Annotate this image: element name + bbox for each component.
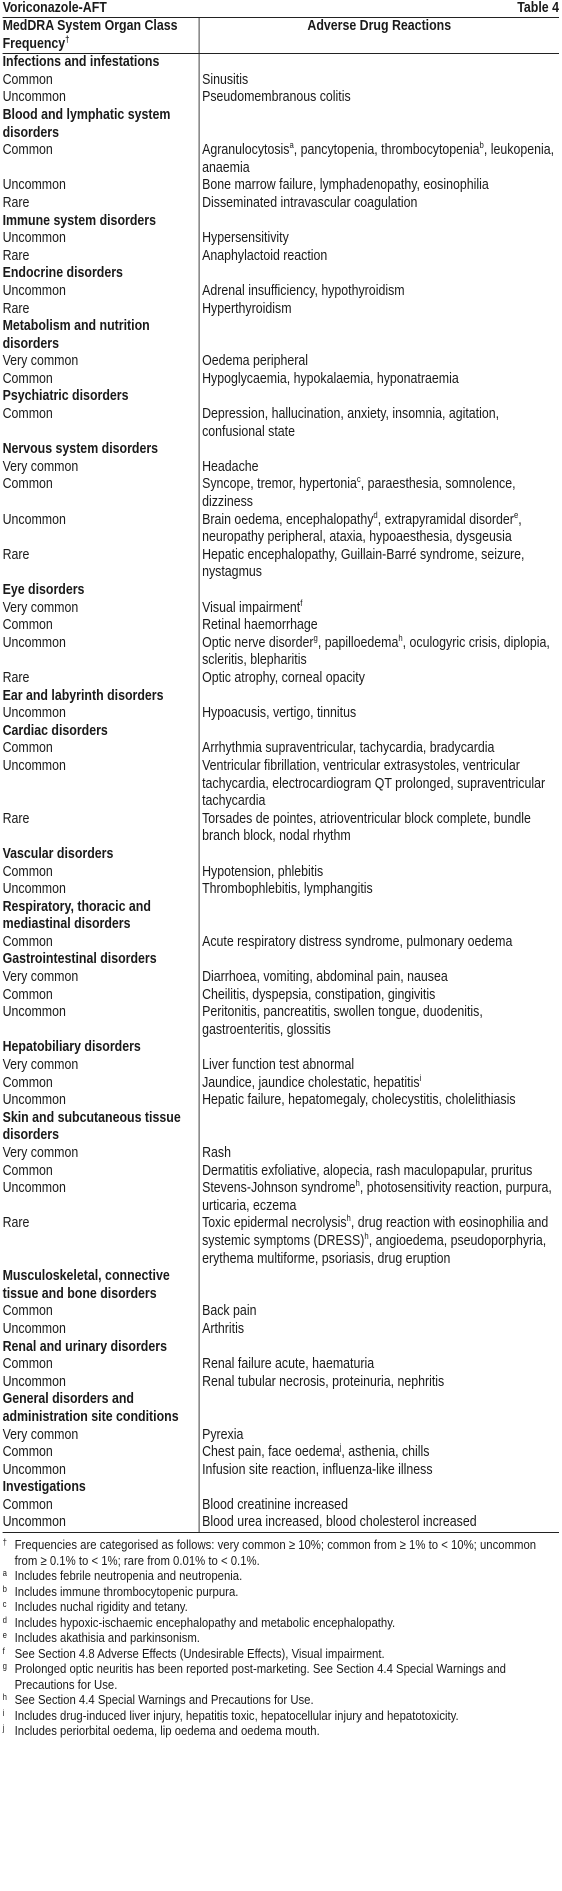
- soc-row: [3, 1039, 559, 1057]
- reactions-cell: Agranulocytosis$^a$, pancytopenia, thrombocytopenia$^b$, leukopenia, anaemia: [202, 140, 555, 176]
- footnote-mark: d: [2, 1614, 7, 1625]
- frequency-cell: Common: [3, 1356, 200, 1374]
- soc-name: Skin and subcutaneous tissue disorders: [3, 1110, 200, 1145]
- soc-name: Psychiatric disorders: [3, 388, 200, 406]
- reactions-cell: Disseminated intravascular coagulation: [202, 194, 418, 211]
- soc-name: Respiratory, thoracic and mediastinal disorders: [3, 899, 200, 934]
- frequency-cell: Very common: [3, 1427, 200, 1445]
- reactions-cell: Stevens-Johnson syndrome$^h$, photosensitivity reaction, purpura, urticaria, eczema: [202, 1178, 552, 1214]
- footnote: [3, 1584, 559, 1600]
- soc-row: [3, 318, 559, 353]
- footnote-text: See Section 4.4 Special Warnings and Precautions for Use.: [14, 1692, 314, 1708]
- reactions-cell: Optic nerve disorder$^g$, papilloedema$^h$, oculogyric crisis, diplopia, scleritis, blepharitis: [202, 632, 550, 669]
- footnote: [3, 1537, 559, 1568]
- frequency-cell: Common: [3, 1303, 200, 1321]
- reactions-cell: Cheilitis, dyspepsia, constipation, gingivitis: [202, 986, 436, 1003]
- footnote: [3, 1630, 559, 1646]
- reactions-cell: Peritonitis, pancreatitis, swollen tongue, duodenitis, gastroenteritis, glossitis: [202, 1004, 483, 1038]
- frequency-cell: Uncommon: [3, 1180, 200, 1215]
- soc-row: [3, 1339, 559, 1357]
- frequency-cell: Uncommon: [3, 1004, 200, 1039]
- soc-empty-cell: [199, 265, 559, 283]
- reactions-cell: Depression, hallucination, anxiety, insomnia, agitation, confusional state: [202, 406, 500, 440]
- reactions-cell: Hypoacusis, vertigo, tinnitus: [202, 705, 357, 722]
- table-row: [3, 283, 559, 301]
- reactions-cell: Acute respiratory distress syndrome, pulmonary oedema: [202, 933, 513, 950]
- footnote-mark: e: [2, 1630, 7, 1641]
- reactions-cell: Oedema peripheral: [202, 353, 309, 370]
- frequency-cell: Rare: [3, 547, 200, 582]
- footnote-text: Includes periorbital oedema, lip oedema and oedema mouth.: [14, 1723, 320, 1739]
- frequency-cell: Uncommon: [3, 758, 200, 811]
- reactions-cell: Diarrhoea, vomiting, abdominal pain, nausea: [202, 969, 448, 986]
- reactions-cell: Optic atrophy, corneal opacity: [202, 669, 365, 686]
- reactions-cell: Thrombophlebitis, lymphangitis: [202, 881, 373, 898]
- frequency-cell: Uncommon: [3, 1462, 200, 1480]
- footnote: [3, 1692, 559, 1708]
- soc-empty-cell: [199, 1110, 559, 1145]
- frequency-cell: Common: [3, 1497, 200, 1515]
- footnote-text: Includes immune thrombocytopenic purpura.: [14, 1583, 239, 1599]
- footnote-text: Includes febrile neutropenia and neutropenia.: [14, 1568, 243, 1584]
- reactions-cell: Pyrexia: [202, 1426, 244, 1443]
- table-row: [3, 617, 559, 635]
- footnote: [3, 1599, 559, 1615]
- footnote-mark: h: [2, 1692, 7, 1703]
- reactions-cell: Chest pain, face oedema$^j$, asthenia, chills: [202, 1442, 430, 1461]
- soc-empty-cell: [199, 1039, 559, 1057]
- footnote-mark: j: [2, 1723, 5, 1734]
- footnote-text: Frequencies are categorised as follows: very common ≥ 10%; common from ≥ 1% to < 10%; uncommon from ≥ 0.1% to < 1%; rare from 0.01% to < 0.1%.: [14, 1537, 537, 1568]
- frequency-cell: Uncommon: [3, 1514, 200, 1532]
- soc-empty-cell: [199, 1339, 559, 1357]
- reactions-cell: Rash: [202, 1145, 232, 1161]
- reactions-cell: Headache: [202, 458, 259, 475]
- soc-row: [3, 846, 559, 864]
- soc-name: Ear and labyrinth disorders: [3, 688, 200, 706]
- table-label: Table 4: [517, 0, 559, 16]
- frequency-cell: Very common: [3, 1145, 200, 1163]
- frequency-cell: Uncommon: [3, 705, 200, 723]
- reactions-cell: Arrhythmia supraventricular, tachycardia, bradycardia: [202, 740, 495, 757]
- table-row: [3, 1374, 559, 1392]
- table-row: [3, 353, 559, 371]
- table-row: [3, 864, 559, 882]
- table-row: [3, 1075, 559, 1093]
- footnote-text: Includes drug-induced liver injury, hepatitis toxic, hepatocellular injury and hepatotoxicity.: [14, 1707, 459, 1723]
- footnote-text: Includes akathisia and parkinsonism.: [14, 1630, 200, 1646]
- frequency-cell: Uncommon: [3, 881, 200, 899]
- reactions-cell: Renal tubular necrosis, proteinuria, nephritis: [202, 1373, 445, 1390]
- reactions-cell: Bone marrow failure, lymphadenopathy, eosinophilia: [202, 177, 489, 194]
- frequency-cell: Very common: [3, 969, 200, 987]
- frequency-cell: Common: [3, 1444, 200, 1462]
- table-row: [3, 512, 559, 547]
- soc-empty-cell: [199, 688, 559, 706]
- table-row: [3, 1145, 559, 1163]
- footnote-mark: a: [2, 1568, 7, 1579]
- soc-name: General disorders and administration site conditions: [3, 1391, 200, 1426]
- column-header-soc-text: MedDRA System Organ Class Frequency: [2, 18, 178, 52]
- soc-empty-cell: [199, 1268, 559, 1303]
- soc-empty-cell: [199, 213, 559, 231]
- soc-name: Renal and urinary disorders: [3, 1339, 200, 1357]
- reactions-cell: Hypoglycaemia, hypokalaemia, hyponatraemia: [202, 370, 459, 387]
- table-row: [3, 301, 559, 319]
- table-row: [3, 1092, 559, 1110]
- soc-row: [3, 388, 559, 406]
- frequency-cell: Common: [3, 740, 200, 758]
- table-header: [3, 18, 559, 54]
- reactions-cell: Blood urea increased, blood cholesterol increased: [202, 1514, 477, 1531]
- table-row: [3, 881, 559, 899]
- reactions-cell: Renal failure acute, haematuria: [202, 1356, 375, 1373]
- reactions-cell: Adrenal insufficiency, hypothyroidism: [202, 282, 405, 299]
- frequency-cell: Uncommon: [3, 283, 200, 301]
- soc-row: [3, 1110, 559, 1145]
- reactions-cell: Toxic epidermal necrolysis$^h$, drug reaction with eosinophilia and systemic symptoms (DRESS)$^h$, angioedema, pseudoporphyria, erythema multiforme, psoriasis, drug eruption: [202, 1213, 549, 1267]
- footnote-mark: i: [2, 1707, 5, 1718]
- column-header-reactions: Adverse Drug Reactions: [307, 18, 452, 34]
- table-row: [3, 1444, 559, 1462]
- table-row: [3, 72, 559, 90]
- frequency-cell: Rare: [3, 811, 200, 846]
- soc-row: [3, 723, 559, 741]
- footnote-mark: g: [2, 1661, 7, 1672]
- table-row: [3, 969, 559, 987]
- table-row: [3, 1057, 559, 1075]
- reactions-cell: Hypotension, phlebitis: [202, 863, 324, 880]
- table-row: [3, 670, 559, 688]
- frequency-cell: Very common: [3, 459, 200, 477]
- reactions-cell: Brain oedema, encephalopathy$^d$, extrapyramidal disorder$^e$, neuropathy peripheral, ataxia, hypoaesthesia, dysgeusia: [202, 509, 522, 546]
- soc-empty-cell: [199, 899, 559, 934]
- reactions-cell: Arthritis: [202, 1320, 245, 1337]
- table-row: [3, 248, 559, 266]
- document-title: Voriconazole-AFT: [2, 0, 107, 16]
- table-row: [3, 987, 559, 1005]
- frequency-cell: Uncommon: [3, 177, 200, 195]
- frequency-cell: Uncommon: [3, 512, 200, 547]
- soc-name: Blood and lymphatic system disorders: [3, 107, 200, 142]
- reactions-cell: Retinal haemorrhage: [202, 617, 318, 634]
- reactions-cell: Torsades de pointes, atrioventricular block complete, bundle branch block, nodal rhythm: [202, 810, 531, 845]
- soc-name: Endocrine disorders: [3, 265, 200, 283]
- soc-name: Nervous system disorders: [3, 441, 200, 459]
- reactions-cell: Syncope, tremor, hypertonia$^c$, paraesthesia, somnolence, dizziness: [202, 474, 516, 511]
- reactions-cell: Liver function test abnormal: [202, 1057, 355, 1074]
- footnote-text: Includes hypoxic-ischaemic encephalopathy and metabolic encephalopathy.: [14, 1614, 396, 1630]
- frequency-cell: Very common: [3, 600, 200, 618]
- table-row: [3, 1180, 559, 1215]
- frequency-cell: Common: [3, 864, 200, 882]
- table-row: [3, 1356, 559, 1374]
- soc-empty-cell: [199, 1391, 559, 1426]
- table-row: [3, 740, 559, 758]
- soc-name: Investigations: [3, 1479, 200, 1497]
- footnote: [3, 1661, 559, 1692]
- soc-row: [3, 107, 559, 142]
- soc-empty-cell: [199, 441, 559, 459]
- footnote-mark: †: [2, 1537, 7, 1548]
- frequency-cell: Common: [3, 987, 200, 1005]
- table-row: [3, 1497, 559, 1515]
- soc-name: Infections and infestations: [3, 54, 200, 72]
- soc-name: Hepatobiliary disorders: [3, 1039, 200, 1057]
- reactions-cell: Hyperthyroidism: [202, 300, 292, 317]
- footnotes: [3, 1537, 559, 1739]
- soc-row: [3, 899, 559, 934]
- soc-empty-cell: [199, 582, 559, 600]
- table-row: [3, 177, 559, 195]
- title-bar: [3, 0, 559, 18]
- footnote-text: Includes nuchal rigidity and tetany.: [14, 1599, 188, 1615]
- soc-empty-cell: [199, 107, 559, 142]
- frequency-cell: Uncommon: [3, 230, 200, 248]
- reactions-cell: Hepatic failure, hepatomegaly, cholecystitis, cholelithiasis: [202, 1092, 516, 1109]
- frequency-cell: Uncommon: [3, 1321, 200, 1339]
- frequency-cell: Common: [3, 1163, 200, 1181]
- soc-empty-cell: [199, 1479, 559, 1497]
- reactions-cell: Visual impairment$^f$: [202, 597, 303, 616]
- footnote: [3, 1615, 559, 1631]
- table-body: [3, 54, 559, 1532]
- frequency-cell: Common: [3, 371, 200, 389]
- frequency-cell: Rare: [3, 1215, 200, 1268]
- soc-empty-cell: [199, 318, 559, 353]
- frequency-cell: Uncommon: [3, 1374, 200, 1392]
- frequency-cell: Very common: [3, 353, 200, 371]
- reactions-cell: Infusion site reaction, influenza-like illness: [202, 1461, 433, 1478]
- soc-row: [3, 688, 559, 706]
- table-row: [3, 1321, 559, 1339]
- frequency-cell: Rare: [3, 248, 200, 266]
- frequency-cell: Common: [3, 1075, 200, 1093]
- soc-name: Eye disorders: [3, 582, 200, 600]
- soc-empty-cell: [199, 54, 559, 72]
- table-row: [3, 547, 559, 582]
- table-row: [3, 811, 559, 846]
- soc-row: [3, 951, 559, 969]
- frequency-cell: Common: [3, 142, 200, 177]
- frequency-cell: Common: [3, 406, 200, 441]
- soc-empty-cell: [199, 951, 559, 969]
- frequency-cell: Uncommon: [3, 635, 200, 670]
- soc-row: [3, 582, 559, 600]
- footnote: [3, 1568, 559, 1584]
- reactions-cell: Back pain: [202, 1303, 257, 1320]
- footnote: [3, 1708, 559, 1724]
- footnote: [3, 1723, 559, 1739]
- table-row: [3, 934, 559, 952]
- soc-row: [3, 1391, 559, 1426]
- reactions-cell: Blood creatinine increased: [202, 1496, 348, 1513]
- footnote-mark: c: [2, 1599, 7, 1610]
- reactions-cell: Anaphylactoid reaction: [202, 247, 328, 264]
- soc-row: [3, 441, 559, 459]
- frequency-cell: Very common: [3, 1057, 200, 1075]
- frequency-cell: Rare: [3, 670, 200, 688]
- soc-name: Musculoskeletal, connective tissue and bone disorders: [3, 1268, 200, 1303]
- table-row: [3, 635, 559, 670]
- frequency-cell: Common: [3, 476, 200, 511]
- table-row: [3, 371, 559, 389]
- frequency-cell: Rare: [3, 301, 200, 319]
- table-row: [3, 1163, 559, 1181]
- soc-empty-cell: [199, 388, 559, 406]
- soc-empty-cell: [199, 723, 559, 741]
- soc-row: [3, 213, 559, 231]
- soc-name: Cardiac disorders: [3, 723, 200, 741]
- reactions-cell: Hypersensitivity: [202, 230, 289, 247]
- reactions-cell: Hepatic encephalopathy, Guillain-Barré syndrome, seizure, nystagmus: [202, 546, 525, 581]
- soc-row: [3, 54, 559, 72]
- footnote-mark: f: [2, 1645, 5, 1656]
- table-row: [3, 1215, 559, 1268]
- soc-name: Immune system disorders: [3, 213, 200, 231]
- frequency-cell: Uncommon: [3, 89, 200, 107]
- table-row: [3, 230, 559, 248]
- frequency-cell: Rare: [3, 195, 200, 213]
- table-row: [3, 705, 559, 723]
- footnote-text: Prolonged optic neuritis has been reported post-marketing. See Section 4.4 Special Warnings and Precautions for Use.: [14, 1661, 506, 1692]
- table-row: [3, 1004, 559, 1039]
- table-row: [3, 1514, 559, 1532]
- table-row: [3, 476, 559, 511]
- table-row: [3, 1462, 559, 1480]
- soc-empty-cell: [199, 846, 559, 864]
- column-header-soc: [3, 18, 200, 53]
- soc-name: Vascular disorders: [3, 846, 200, 864]
- reactions-cell: Jaundice, jaundice cholestatic, hepatitis$^i$: [202, 1072, 422, 1091]
- table-row: [3, 600, 559, 618]
- soc-name: Gastrointestinal disorders: [3, 951, 200, 969]
- column-header-soc-mark: †: [65, 33, 70, 44]
- reactions-cell: Sinusitis: [202, 71, 249, 88]
- table-row: [3, 758, 559, 811]
- soc-name: Metabolism and nutrition disorders: [3, 318, 200, 353]
- table-row: [3, 459, 559, 477]
- frequency-cell: Common: [3, 934, 200, 952]
- reactions-cell: Dermatitis exfoliative, alopecia, rash maculopapular, pruritus: [202, 1162, 533, 1179]
- soc-row: [3, 265, 559, 283]
- table-row: [3, 195, 559, 213]
- footnote: [3, 1646, 559, 1662]
- table-row: [3, 406, 559, 441]
- table-row: [3, 142, 559, 177]
- table-row: [3, 89, 559, 107]
- adverse-reactions-table: [3, 54, 559, 1533]
- soc-row: [3, 1479, 559, 1497]
- reactions-cell: Ventricular fibrillation, ventricular extrasystoles, ventricular tachycardia, electrocardiogram QT prolonged, supraventricular tachycardia: [202, 757, 546, 810]
- table-row: [3, 1303, 559, 1321]
- frequency-cell: Common: [3, 72, 200, 90]
- footnote-mark: b: [2, 1583, 7, 1594]
- frequency-cell: Uncommon: [3, 1092, 200, 1110]
- table-row: [3, 1427, 559, 1445]
- reactions-cell: Pseudomembranous colitis: [202, 89, 351, 106]
- soc-row: [3, 1268, 559, 1303]
- frequency-cell: Common: [3, 617, 200, 635]
- footnote-text: See Section 4.8 Adverse Effects (Undesirable Effects), Visual impairment.: [14, 1645, 385, 1661]
